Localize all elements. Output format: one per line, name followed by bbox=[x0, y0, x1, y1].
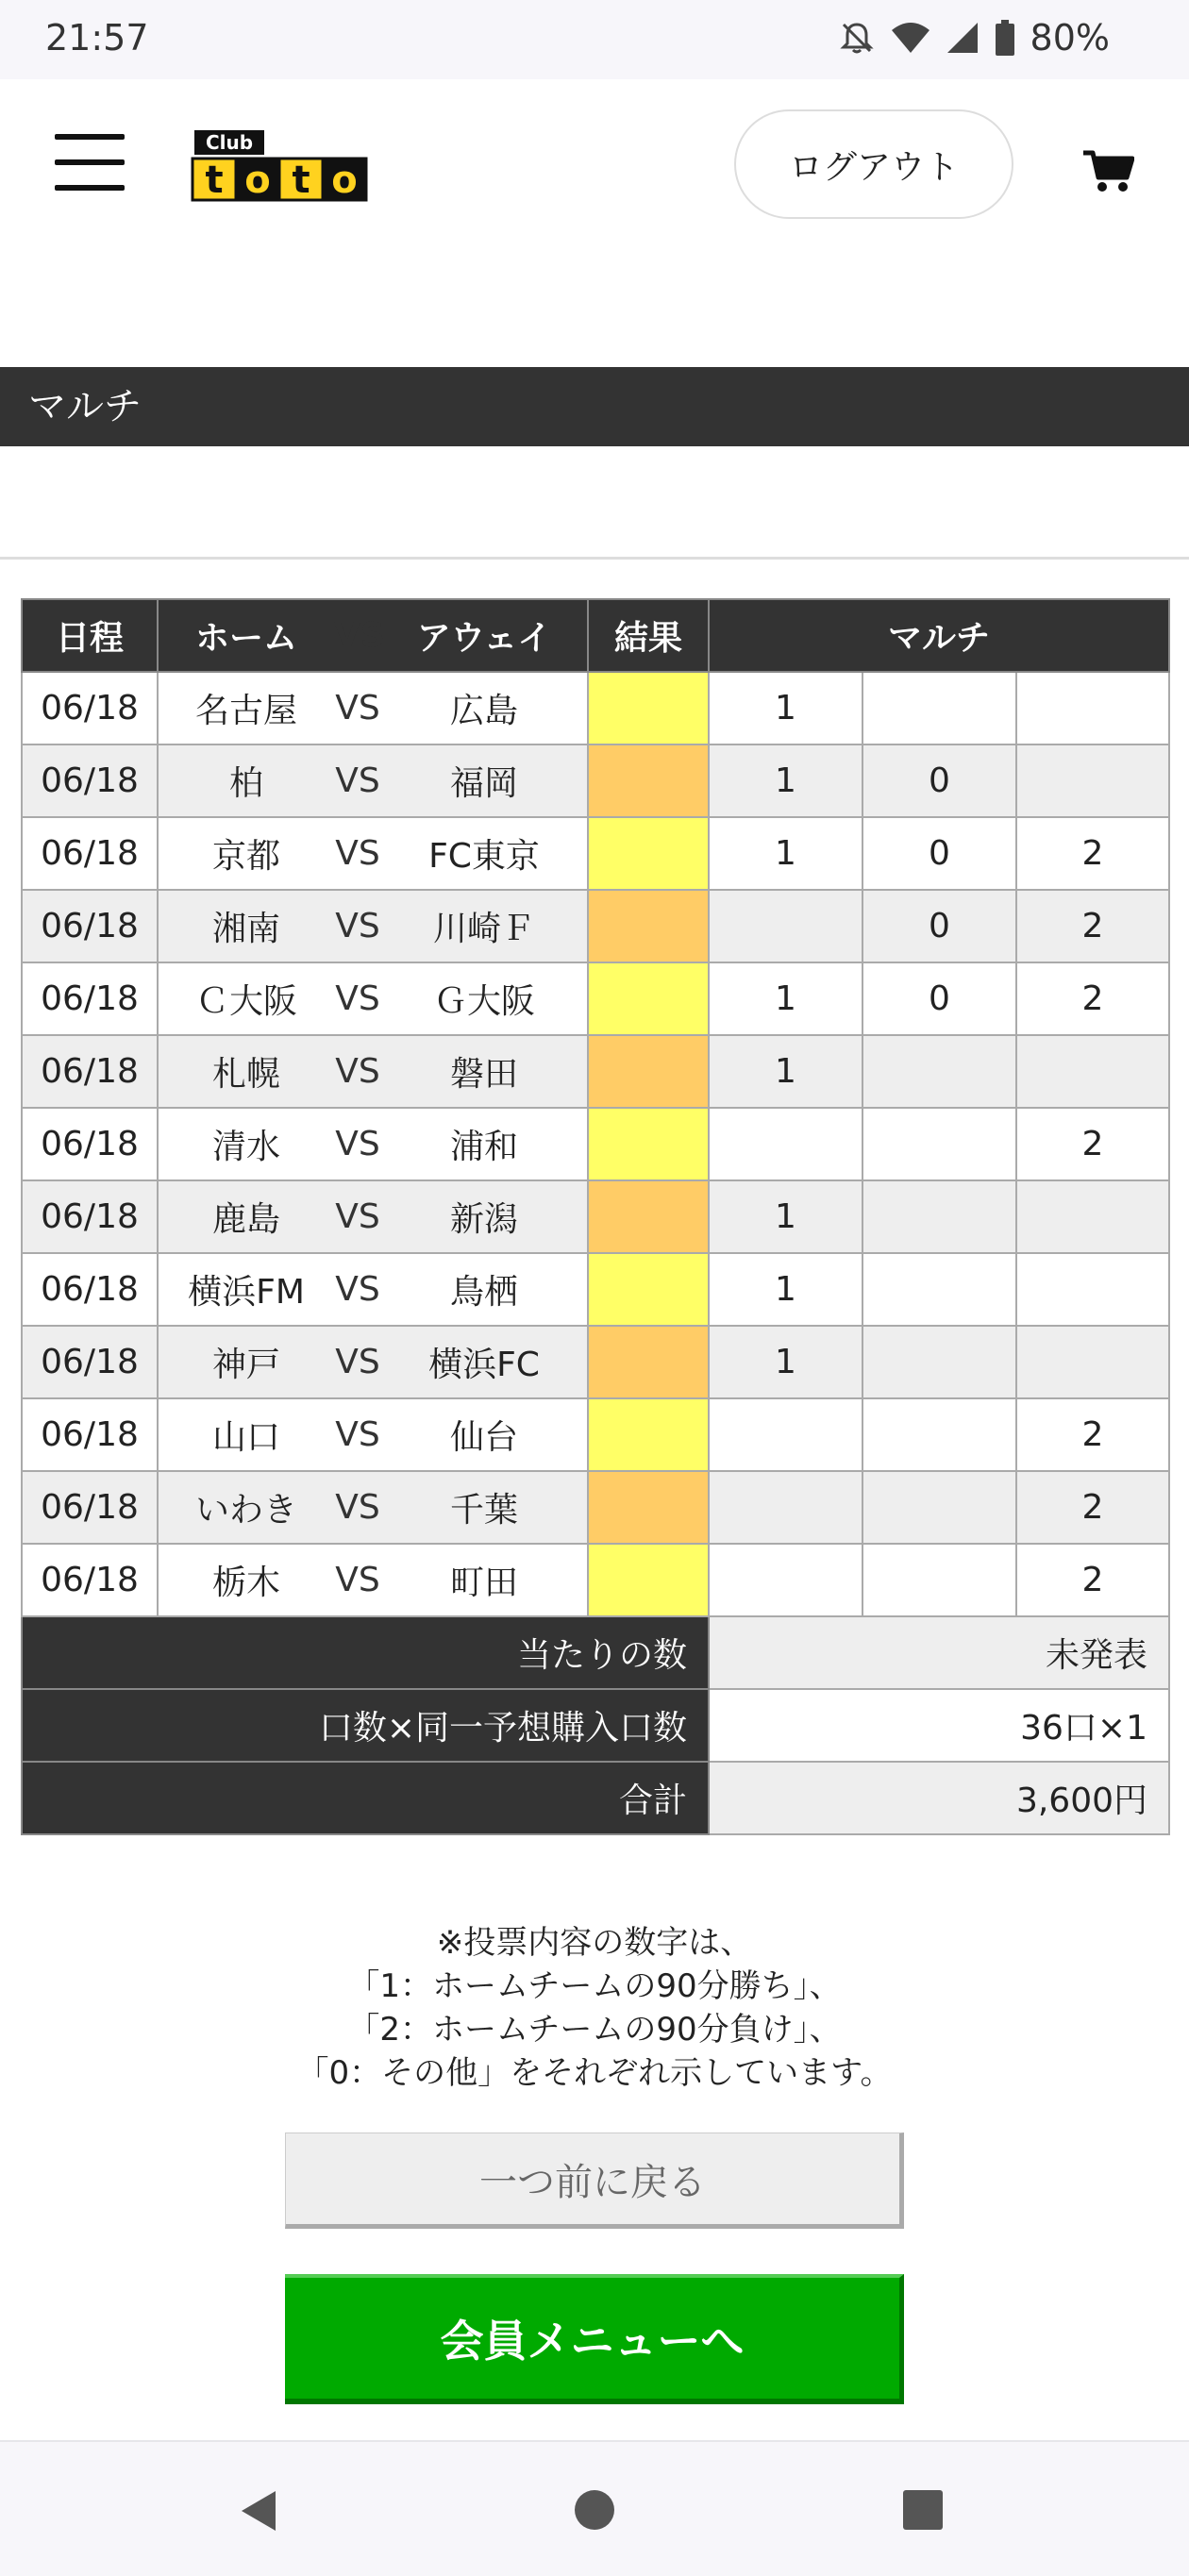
menu-icon[interactable] bbox=[55, 134, 125, 191]
match-teams: Ｃ大阪 VS Ｇ大阪 bbox=[158, 962, 588, 1035]
table-row bbox=[22, 1471, 1169, 1544]
pick-1: 1 bbox=[709, 817, 862, 890]
system-nav-bar bbox=[0, 2440, 1189, 2576]
match-date: 06/18 bbox=[22, 1253, 158, 1326]
pick-2: 2 bbox=[1016, 817, 1169, 890]
note-line: 「2：ホームチームの90分負け」、 bbox=[347, 2011, 842, 2049]
app-header bbox=[0, 79, 1189, 245]
match-teams: 栃木 VS 町田 bbox=[158, 1544, 588, 1616]
units-value: 36口×1 bbox=[709, 1689, 1169, 1762]
note-line: ※投票内容の数字は、 bbox=[436, 1924, 753, 1962]
battery-icon bbox=[995, 20, 1015, 56]
pick-0 bbox=[862, 1471, 1016, 1544]
match-teams: 鹿島 VS 新潟 bbox=[158, 1180, 588, 1253]
pick-1: 1 bbox=[709, 1180, 862, 1253]
match-teams: 柏 VS 福岡 bbox=[158, 744, 588, 817]
table-row bbox=[22, 1108, 1169, 1180]
total-label: 合計 bbox=[22, 1762, 709, 1834]
header-result: 結果 bbox=[588, 599, 709, 672]
status-icons bbox=[838, 17, 1110, 59]
result-cell bbox=[588, 1471, 709, 1544]
summary-row-units bbox=[22, 1689, 1169, 1762]
pick-2: 2 bbox=[1016, 890, 1169, 962]
match-date: 06/18 bbox=[22, 672, 158, 744]
pick-0 bbox=[862, 1180, 1016, 1253]
svg-text:o: o bbox=[331, 159, 358, 202]
nav-recent-apps-icon[interactable] bbox=[902, 2489, 944, 2531]
note-line: 「1：ホームチームの90分勝ち」、 bbox=[347, 1967, 842, 2005]
table-row bbox=[22, 1035, 1169, 1108]
svg-text:t: t bbox=[292, 159, 310, 202]
table-row bbox=[22, 890, 1169, 962]
pick-1 bbox=[709, 1544, 862, 1616]
nav-back-icon[interactable] bbox=[238, 2489, 281, 2533]
hits-value: 未発表 bbox=[709, 1616, 1169, 1689]
result-cell bbox=[588, 1326, 709, 1398]
ticket-table bbox=[21, 598, 1170, 1835]
match-date: 06/18 bbox=[22, 1544, 158, 1616]
table-row bbox=[22, 744, 1169, 817]
match-date: 06/18 bbox=[22, 1035, 158, 1108]
pick-1: 1 bbox=[709, 962, 862, 1035]
result-cell bbox=[588, 817, 709, 890]
pick-1: 1 bbox=[709, 672, 862, 744]
match-teams: 横浜FM VS 鳥栖 bbox=[158, 1253, 588, 1326]
match-date: 06/18 bbox=[22, 1471, 158, 1544]
pick-0: 0 bbox=[862, 962, 1016, 1035]
match-teams: 京都 VS FC東京 bbox=[158, 817, 588, 890]
pick-2 bbox=[1016, 1180, 1169, 1253]
note-line: 「0：その他」をそれぞれ示しています。 bbox=[296, 2054, 893, 2092]
pick-0 bbox=[862, 1253, 1016, 1326]
hits-label: 当たりの数 bbox=[22, 1616, 709, 1689]
pick-0 bbox=[862, 1544, 1016, 1616]
match-teams: 神戸 VS 横浜FC bbox=[158, 1326, 588, 1398]
result-cell bbox=[588, 1035, 709, 1108]
status-bar bbox=[0, 0, 1189, 79]
pick-1 bbox=[709, 1108, 862, 1180]
pick-2 bbox=[1016, 1253, 1169, 1326]
match-teams: 札幌 VS 磐田 bbox=[158, 1035, 588, 1108]
svg-text:t: t bbox=[205, 159, 224, 202]
match-date: 06/18 bbox=[22, 1180, 158, 1253]
result-cell bbox=[588, 1180, 709, 1253]
pick-0 bbox=[862, 1035, 1016, 1108]
pick-2 bbox=[1016, 744, 1169, 817]
logout-button[interactable]: ログアウト bbox=[734, 109, 1013, 219]
nav-home-icon[interactable] bbox=[574, 2489, 615, 2531]
table-row bbox=[22, 962, 1169, 1035]
table-row bbox=[22, 1253, 1169, 1326]
cart-icon[interactable] bbox=[1081, 147, 1134, 194]
result-cell bbox=[588, 890, 709, 962]
pick-2: 2 bbox=[1016, 962, 1169, 1035]
match-date: 06/18 bbox=[22, 1326, 158, 1398]
section-title: マルチ bbox=[0, 367, 1189, 446]
bell-off-icon bbox=[838, 19, 876, 57]
total-value: 3,600円 bbox=[709, 1762, 1169, 1834]
pick-0 bbox=[862, 672, 1016, 744]
pick-0: 0 bbox=[862, 817, 1016, 890]
signal-icon bbox=[946, 21, 980, 55]
club-toto-logo[interactable] bbox=[191, 126, 376, 204]
pick-0 bbox=[862, 1326, 1016, 1398]
table-row bbox=[22, 672, 1169, 744]
summary-row-total bbox=[22, 1762, 1169, 1834]
pick-2 bbox=[1016, 672, 1169, 744]
pick-1: 1 bbox=[709, 1035, 862, 1108]
pick-0 bbox=[862, 1398, 1016, 1471]
table-row bbox=[22, 1398, 1169, 1471]
result-cell bbox=[588, 962, 709, 1035]
header-multi: マルチ bbox=[709, 599, 1169, 672]
pick-0 bbox=[862, 1108, 1016, 1180]
pick-2: 2 bbox=[1016, 1471, 1169, 1544]
result-cell bbox=[588, 1398, 709, 1471]
svg-text:o: o bbox=[244, 159, 271, 202]
pick-2: 2 bbox=[1016, 1544, 1169, 1616]
pick-1 bbox=[709, 1471, 862, 1544]
table-row bbox=[22, 1326, 1169, 1398]
match-teams: 山口 VS 仙台 bbox=[158, 1398, 588, 1471]
match-date: 06/18 bbox=[22, 962, 158, 1035]
result-cell bbox=[588, 1108, 709, 1180]
pick-2: 2 bbox=[1016, 1108, 1169, 1180]
pick-0: 0 bbox=[862, 744, 1016, 817]
back-button[interactable]: 一つ前に戻る bbox=[285, 2133, 904, 2229]
result-cell bbox=[588, 672, 709, 744]
match-teams: 名古屋 VS 広島 bbox=[158, 672, 588, 744]
match-date: 06/18 bbox=[22, 890, 158, 962]
pick-0: 0 bbox=[862, 890, 1016, 962]
result-cell bbox=[588, 1253, 709, 1326]
pick-2: 2 bbox=[1016, 1398, 1169, 1471]
match-teams: いわき VS 千葉 bbox=[158, 1471, 588, 1544]
table-row bbox=[22, 817, 1169, 890]
pick-legend-note bbox=[0, 1921, 1189, 2095]
status-time: 21:57 bbox=[45, 17, 149, 59]
pick-1 bbox=[709, 890, 862, 962]
summary-row-hits bbox=[22, 1616, 1169, 1689]
member-menu-button[interactable]: 会員メニューへ bbox=[285, 2274, 904, 2404]
table-row bbox=[22, 1180, 1169, 1253]
pick-1: 1 bbox=[709, 1253, 862, 1326]
match-teams: 清水 VS 浦和 bbox=[158, 1108, 588, 1180]
table-row bbox=[22, 1544, 1169, 1616]
svg-text:Club: Club bbox=[205, 131, 254, 154]
table-header-row bbox=[22, 599, 1169, 672]
units-label: 口数×同一予想購入口数 bbox=[22, 1689, 709, 1762]
match-date: 06/18 bbox=[22, 1398, 158, 1471]
match-date: 06/18 bbox=[22, 817, 158, 890]
pick-2 bbox=[1016, 1035, 1169, 1108]
pick-1: 1 bbox=[709, 744, 862, 817]
match-date: 06/18 bbox=[22, 744, 158, 817]
pick-1: 1 bbox=[709, 1326, 862, 1398]
result-cell bbox=[588, 744, 709, 817]
header-date: 日程 bbox=[22, 599, 158, 672]
pick-1 bbox=[709, 1398, 862, 1471]
result-cell bbox=[588, 1544, 709, 1616]
battery-percent: 80% bbox=[1030, 17, 1110, 59]
match-date: 06/18 bbox=[22, 1108, 158, 1180]
header-matchup: ホーム VS アウェイ bbox=[158, 599, 588, 672]
wifi-icon bbox=[891, 21, 930, 55]
divider bbox=[0, 557, 1189, 560]
pick-2 bbox=[1016, 1326, 1169, 1398]
match-teams: 湘南 VS 川崎Ｆ bbox=[158, 890, 588, 962]
